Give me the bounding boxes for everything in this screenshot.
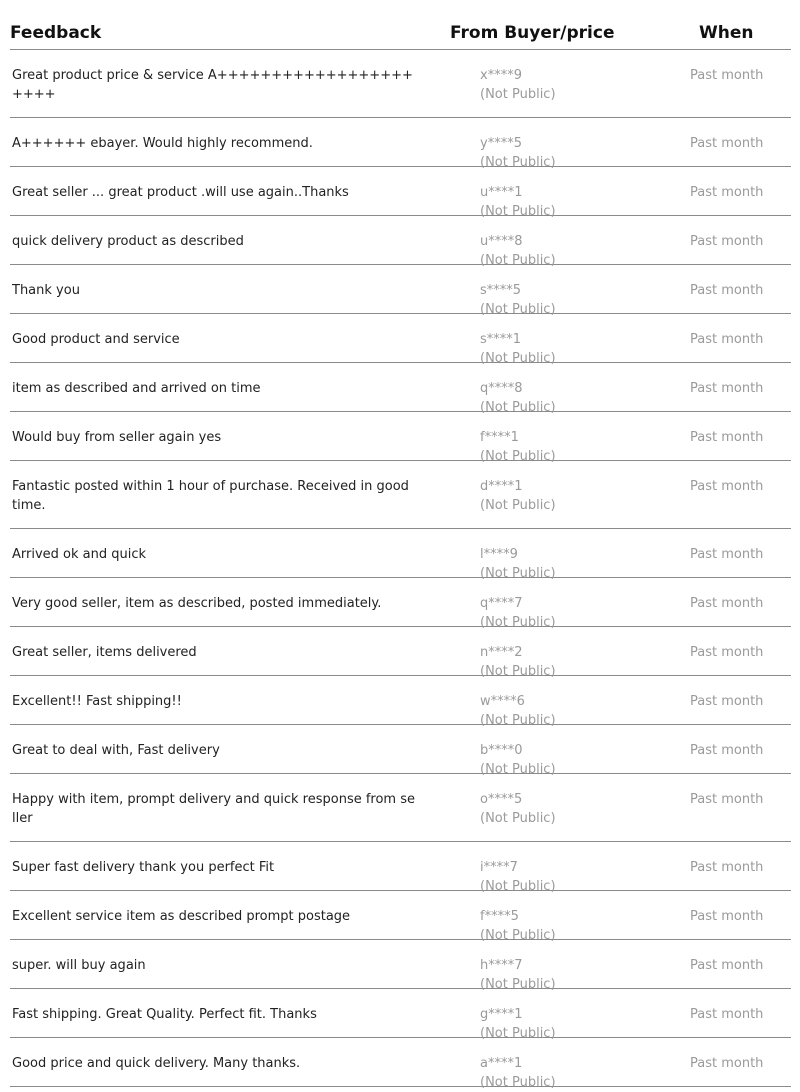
table-row	[10, 676, 791, 728]
feedback-text: Excellent service item as described prompt postage	[12, 909, 351, 924]
buyer-id: y****5	[480, 136, 522, 151]
buyer-visibility: (Not Public)	[480, 449, 556, 464]
feedback-text: Great seller ... great product .will use again..Thanks	[12, 185, 349, 200]
buyer-id: f****1	[480, 430, 519, 445]
buyer-id: i****7	[480, 860, 518, 875]
feedback-when: Past month	[690, 381, 764, 396]
table-row	[10, 989, 791, 1041]
feedback-when: Past month	[690, 136, 764, 151]
buyer-visibility: (Not Public)	[480, 977, 556, 992]
feedback-when: Past month	[690, 1007, 764, 1022]
feedback-when: Past month	[690, 743, 764, 758]
table-row	[10, 842, 791, 894]
buyer-id: q****7	[480, 596, 523, 611]
feedback-text: Excellent!! Fast shipping!!	[12, 694, 182, 709]
table-row	[10, 118, 791, 170]
header-when[interactable]: When	[699, 23, 754, 43]
header-from-buyer-price[interactable]: From Buyer/price	[450, 23, 615, 43]
buyer-id: s****1	[480, 332, 522, 347]
table-row	[10, 167, 791, 219]
table-row	[10, 891, 791, 943]
buyer-cell	[480, 66, 556, 104]
buyer-id: u****8	[480, 234, 523, 249]
feedback-text: Super fast delivery thank you perfect Fit	[12, 860, 275, 875]
feedback-text: Good price and quick delivery. Many thanks.	[12, 1056, 301, 1071]
buyer-visibility: (Not Public)	[480, 1075, 556, 1090]
feedback-when: Past month	[690, 958, 764, 973]
feedback-text: Arrived ok and quick	[12, 547, 147, 562]
buyer-id: x****9	[480, 68, 522, 83]
feedback-when: Past month	[690, 283, 764, 298]
feedback-when: Past month	[690, 234, 764, 249]
buyer-id: o****5	[480, 792, 523, 807]
buyer-visibility: (Not Public)	[480, 762, 556, 777]
feedback-when: Past month	[690, 479, 764, 494]
buyer-id: u****1	[480, 185, 523, 200]
table-row	[10, 50, 791, 118]
feedback-when: Past month	[690, 596, 764, 611]
buyer-visibility: (Not Public)	[480, 155, 556, 170]
table-row	[10, 412, 791, 464]
feedback-text: Fantastic posted within 1 hour of purchase. Received in good time.	[12, 479, 409, 513]
feedback-text: Great product price & service A++++++++++++++++++++++	[12, 68, 413, 102]
buyer-id: f****5	[480, 909, 519, 924]
feedback-text: Good product and service	[12, 332, 180, 347]
feedback-when: Past month	[690, 909, 764, 924]
buyer-id: s****5	[480, 283, 522, 298]
feedback-text: Happy with item, prompt delivery and quick response from seller	[12, 792, 415, 826]
buyer-visibility: (Not Public)	[480, 253, 556, 268]
buyer-visibility: (Not Public)	[480, 498, 556, 513]
header-feedback[interactable]: Feedback	[10, 23, 102, 43]
feedback-table	[10, 0, 791, 1090]
feedback-when: Past month	[690, 1056, 764, 1071]
buyer-id: n****2	[480, 645, 523, 660]
feedback-when: Past month	[690, 860, 764, 875]
table-header	[10, 0, 791, 50]
feedback-when: Past month	[690, 68, 764, 83]
feedback-text: Very good seller, item as described, posted immediately.	[12, 596, 382, 611]
feedback-when: Past month	[690, 645, 764, 660]
feedback-when: Past month	[690, 332, 764, 347]
table-row	[10, 363, 791, 415]
table-row	[10, 627, 791, 679]
buyer-visibility: (Not Public)	[480, 400, 556, 415]
table-row	[10, 265, 791, 317]
table-row	[10, 578, 791, 630]
buyer-id: b****0	[480, 743, 523, 758]
buyer-visibility: (Not Public)	[480, 566, 556, 581]
table-row	[10, 774, 791, 842]
buyer-cell	[480, 790, 556, 828]
feedback-text: Thank you	[12, 283, 80, 298]
feedback-text: quick delivery product as described	[12, 234, 244, 249]
table-row	[10, 725, 791, 777]
feedback-text: Great to deal with, Fast delivery	[12, 743, 220, 758]
buyer-visibility: (Not Public)	[480, 928, 556, 943]
buyer-visibility: (Not Public)	[480, 615, 556, 630]
feedback-text: Great seller, items delivered	[12, 645, 197, 660]
buyer-visibility: (Not Public)	[480, 302, 556, 317]
buyer-id: q****8	[480, 381, 523, 396]
table-row	[10, 940, 791, 992]
feedback-when: Past month	[690, 430, 764, 445]
buyer-visibility: (Not Public)	[480, 351, 556, 366]
feedback-text: Would buy from seller again yes	[12, 430, 222, 445]
feedback-text: A++++++ ebayer. Would highly recommend.	[12, 136, 313, 151]
feedback-text: Fast shipping. Great Quality. Perfect fit. Thanks	[12, 1007, 317, 1022]
buyer-id: a****1	[480, 1056, 523, 1071]
buyer-visibility: (Not Public)	[480, 204, 556, 219]
buyer-visibility: (Not Public)	[480, 713, 556, 728]
buyer-id: g****1	[480, 1007, 523, 1022]
buyer-visibility: (Not Public)	[480, 811, 556, 826]
buyer-id: l****9	[480, 547, 518, 562]
feedback-text: item as described and arrived on time	[12, 381, 261, 396]
feedback-when: Past month	[690, 694, 764, 709]
buyer-cell	[480, 1054, 556, 1092]
table-row	[10, 1038, 791, 1090]
table-row	[10, 314, 791, 366]
feedback-text: super. will buy again	[12, 958, 146, 973]
buyer-visibility: (Not Public)	[480, 87, 556, 102]
table-row	[10, 529, 791, 581]
buyer-id: d****1	[480, 479, 523, 494]
feedback-when: Past month	[690, 792, 764, 807]
buyer-visibility: (Not Public)	[480, 1026, 556, 1041]
buyer-visibility: (Not Public)	[480, 879, 556, 894]
buyer-id: h****7	[480, 958, 523, 973]
table-row	[10, 216, 791, 268]
buyer-id: w****6	[480, 694, 525, 709]
buyer-visibility: (Not Public)	[480, 664, 556, 679]
feedback-when: Past month	[690, 185, 764, 200]
feedback-when: Past month	[690, 547, 764, 562]
buyer-cell	[480, 477, 556, 515]
table-row	[10, 461, 791, 529]
